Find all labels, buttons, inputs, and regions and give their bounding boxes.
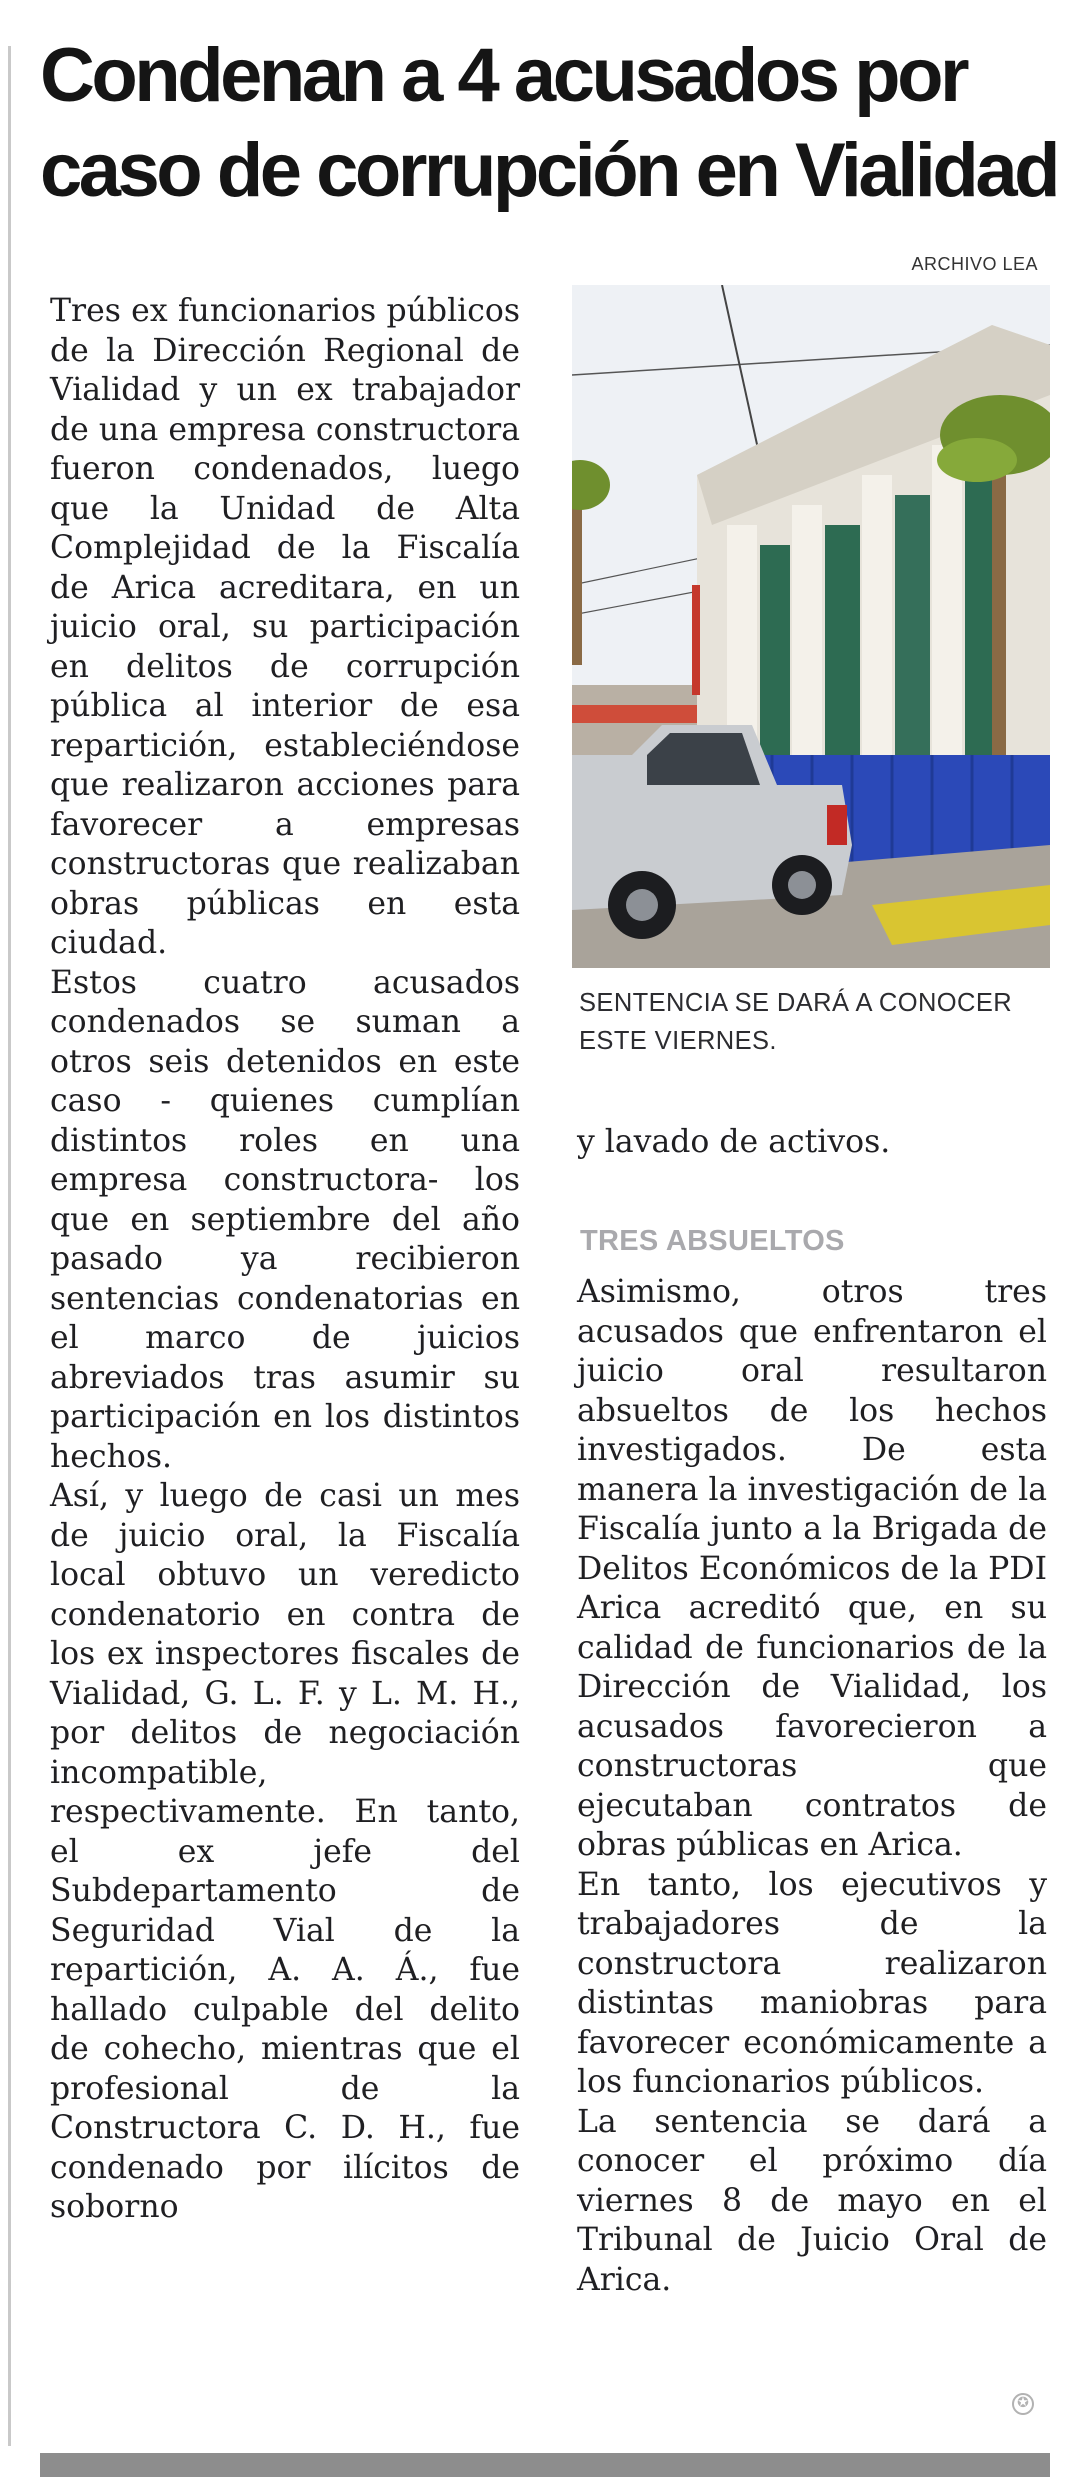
paragraph: En tanto, los ejecutivos y trabajadores de la constructora realizaron distintas maniobras para favorecer económicamente a los funcionarios públicos.	[577, 1866, 1047, 2100]
right-column	[577, 1273, 1047, 2300]
article-headline	[40, 28, 1058, 218]
paragraph: La sentencia se dará a conocer el próximo día viernes 8 de mayo en el Tribunal de Juicio Oral de Arica.	[577, 2103, 1047, 2298]
end-of-article-icon: ✪	[1012, 2393, 1034, 2415]
courthouse-photo	[572, 285, 1050, 968]
photo-caption: SENTENCIA SE DARÁ A CONOCER ESTE VIERNES.	[579, 989, 1013, 1055]
headline-line-1: Condenan a 4 acusados por	[40, 33, 967, 118]
left-column	[50, 292, 520, 2228]
courthouse-photo-illustration	[572, 285, 1050, 968]
paragraph: y lavado de activos.	[577, 1124, 891, 1160]
column-rule	[8, 46, 11, 2446]
paragraph: Estos cuatro acusados condenados se suman a otros seis detenidos en este caso - quienes cumplían distintos roles en una empresa constructora- los que en septiembre del año pasado ya recibieron sentencias condenatorias en el marco de juicios abreviados tras asumir su participación en los distintos hechos.	[50, 964, 520, 1475]
paragraph: Asimismo, otros tres acusados que enfrentaron el juicio oral resultaron absueltos de los hechos investigados. De esta manera la investigación de la Fiscalía junto a la Brigada de Delitos Económicos de la PDI Arica acreditó que, en su calidad de funcionarios de la Dirección de Vialidad, los acusados favorecieron a constructoras que ejecutaban contratos de obras públicas en Arica.	[577, 1274, 1048, 1863]
section-subhead: TRES ABSUELTOS	[580, 1225, 845, 1257]
paragraph: Así, y luego de casi un mes de juicio oral, la Fiscalía local obtuvo un veredicto condenatorio en contra de los ex inspectores fiscales de Vialidad, G. L. F. y L. M. H., por delitos de negociación incompatible, respectivamente. En tanto, el ex jefe del Subdepartamento de Seguridad Vial de la repartición, A. A. Á., fue hallado culpable del delito de cohecho, mientras que el profesional de la Constructora C. D. H., fue condenado por ilícitos de soborno	[50, 1478, 520, 2225]
right-column-continuation	[577, 1123, 1047, 1163]
bottom-rule	[40, 2453, 1050, 2477]
paragraph: Tres ex funcionarios públicos de la Dirección Regional de Vialidad y un ex trabajador de una empresa constructora fueron condenados, luego que la Unidad de Alta Complejidad de la Fiscalía de Arica acreditara, en un juicio oral, su participación en delitos de corrupción pública al interior de esa repartición, estableciéndose que realizaron acciones para favorecer a empresas constructoras que realizaban obras públicas en esta ciudad.	[50, 293, 520, 961]
photo-credit: ARCHIVO LEA	[911, 254, 1038, 274]
headline-line-2: caso de corrupción en Vialidad	[40, 128, 1058, 213]
